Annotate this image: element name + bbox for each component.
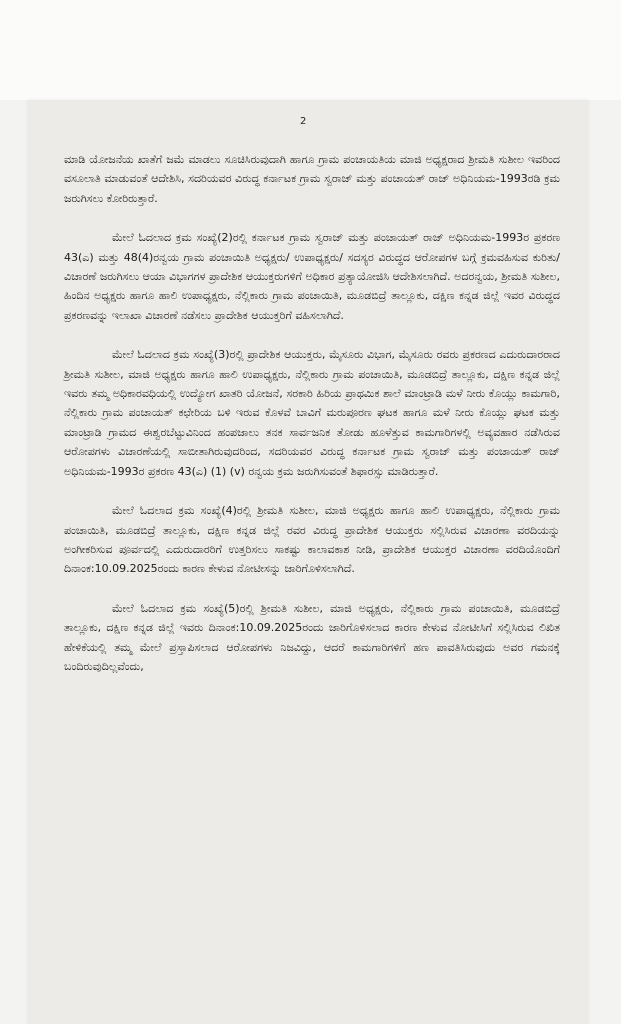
scan-background xyxy=(0,0,621,100)
page-number: 2 xyxy=(300,116,307,127)
paragraph-item-3: ಮೇಲೆ ಓದಲಾದ ಕ್ರಮ ಸಂಖ್ಯೆ(3)ರಲ್ಲಿ ಪ್ರಾದೇಶಿಕ ಆಯುಕ್ತರು, ಮೈಸೂರು ವಿಭಾಗ, ಮೈಸೂರು ರವರು ಪ್ರಕರಣದ ಎದುರುದಾರರಾದ ಶ್ರೀಮತಿ ಸುಶೀಲ, ಮಾಜಿ ಅಧ್ಯಕ್ಷರು ಹಾಗೂ ಹಾಲಿ ಉಪಾಧ್ಯಕ್ಷರು, ನೆಲ್ಲಿಕಾರು ಗ್ರಾಮ ಪಂಚಾಯಿತಿ, ಮೂಡಬಿದ್ರೆ ತಾಲ್ಲೂಕು, ದಕ್ಷಿಣ ಕನ್ನಡ ಜಿಲ್ಲೆ ಇವರು ತಮ್ಮ ಅಧಿಕಾರವಧಿಯಲ್ಲಿ ಉದ್ಯೋಗ ಖಾತರಿ ಯೋಜನೆ, ಸರಕಾರಿ ಹಿರಿಯ ಪ್ರಾಥಮಿಕ ಶಾಲೆ ಮಾಂಟ್ರಾಡಿ ಮಳೆ ನೀರು ಕೊಯ್ಲು ಕಾಮಗಾರಿ, ನೆಲ್ಲಿಕಾರು ಗ್ರಾಮ ಪಂಚಾಯತ್ ಕಛೇರಿಯ ಬಳಿ ಇರುವ ಕೊಳವೆ ಬಾವಿಗೆ ಮರುಪೂರಣ ಘಟಕ ಹಾಗೂ ಮಳೆ ನೀರು ಕೊಯ್ಲು ಘಟಕ ಮತ್ತು ಮಾಂಟ್ರಾಡಿ ಗ್ರಾಮದ ಈಶ್ವರಬೆಟ್ಟುವಿನಿಂದ ಹಂಪಜಾಲು ತನಕ ಸಾರ್ವಜನಿಕ ತೋಡು ಹೂಳೆತ್ತುವ ಕಾಮಗಾರಿಗಳಲ್ಲಿ ಅವ್ಯವಹಾರ ನಡೆಸಿರುವ ಆರೋಪಗಳು ವಿಚಾರಣೆಯಲ್ಲಿ ಸಾಬೀತಾಗಿರುವುದರಿಂದ, ಸದರಿಯವರ ವಿರುದ್ಧ ಕರ್ನಾಟಕ ಗ್ರಾಮ ಸ್ವರಾಜ್ ಮತ್ತು ಪಂಚಾಯತ್ ರಾಜ್ ಅಧಿನಿಯಮ-1993ರ ಪ್ರಕರಣ 43(ಎ) (1) (v) ರನ್ವಯ ಕ್ರಮ ಜರುಗಿಸುವಂತೆ ಶಿಫಾರಸ್ಸು ಮಾಡಿರುತ್ತಾರೆ. xyxy=(64,348,560,478)
paragraph-item-4: ಮೇಲೆ ಓದಲಾದ ಕ್ರಮ ಸಂಖ್ಯೆ(4)ರಲ್ಲಿ ಶ್ರೀಮತಿ ಸುಶೀಲ, ಮಾಜಿ ಅಧ್ಯಕ್ಷರು ಹಾಗೂ ಹಾಲಿ ಉಪಾಧ್ಯಕ್ಷರು, ನೆಲ್ಲಿಕಾರು ಗ್ರಾಮ ಪಂಚಾಯಿತಿ, ಮೂಡಬಿದ್ರೆ ತಾಲ್ಲೂಕು, ದಕ್ಷಿಣ ಕನ್ನಡ ಜಿಲ್ಲೆ ರವರ ವಿರುದ್ಧ ಪ್ರಾದೇಶಿಕ ಆಯುಕ್ತರು ಸಲ್ಲಿಸಿರುವ ವಿಚಾರಣಾ ವರದಿಯನ್ನು ಅಂಗೀಕರಿಸುವ ಪೂರ್ವದಲ್ಲಿ ಎದುರುದಾರರಿಗೆ ಉತ್ತರಿಸಲು ಸಾಕಷ್ಟು ಕಾಲಾವಕಾಶ ನೀಡಿ, ಪ್ರಾದೇಶಿಕ ಆಯುಕ್ತರ ವಿಚಾರಣಾ ವರದಿಯೊಂದಿಗೆ ದಿನಾಂಕ:10.09.2025ರಂದು ಕಾರಣ ಕೇಳುವ ನೋಟೀಸನ್ನು ಜಾರಿಗೊಳಿಸಲಾಗಿದೆ. xyxy=(64,504,560,576)
document-body xyxy=(64,150,560,696)
paragraph-continuation: ಮಾಡಿ ಯೋಜನೆಯ ಖಾತೆಗೆ ಜಮೆ ಮಾಡಲು ಸೂಚಿಸಿರುವುದಾಗಿ ಹಾಗೂ ಗ್ರಾಮ ಪಂಚಾಯತಿಯ ಮಾಜಿ ಅಧ್ಯಕ್ಷರಾದ ಶ್ರೀಮತಿ ಸುಶೀಲ ಇವರಿಂದ ವಸೂಲಾತಿ ಮಾಡುವಂತೆ ಆದೇಶಿಸಿ, ಸದರಿಯವರ ವಿರುದ್ಧ ಕರ್ನಾಟಕ ಗ್ರಾಮ ಸ್ವರಾಜ್ ಮತ್ತು ಪಂಚಾಯತ್ ರಾಜ್ ಅಧಿನಿಯಮ-1993ರಡಿ ಕ್ರಮ ಜರುಗಿಸಲು ಕೋರಿರುತ್ತಾರೆ. xyxy=(64,153,560,205)
paragraph-item-5: ಮೇಲೆ ಓದಲಾದ ಕ್ರಮ ಸಂಖ್ಯೆ(5)ರಲ್ಲಿ ಶ್ರೀಮತಿ ಸುಶೀಲ, ಮಾಜಿ ಅಧ್ಯಕ್ಷರು, ನೆಲ್ಲಿಕಾರು ಗ್ರಾಮ ಪಂಚಾಯಿತಿ, ಮೂಡಬಿದ್ರೆ ತಾಲ್ಲೂಕು, ದಕ್ಷಿಣ ಕನ್ನಡ ಜಿಲ್ಲೆ ಇವರು ದಿನಾಂಕ:10.09.2025ರಂದು ಜಾರಿಗೊಳಿಸಲಾದ ಕಾರಣ ಕೇಳುವ ನೋಟೀಸಿಗೆ ಸಲ್ಲಿಸಿರುವ ಲಿಖಿತ ಹೇಳಿಕೆಯಲ್ಲಿ ತಮ್ಮ ಮೇಲೆ ಪ್ರಸ್ತಾಪಿಸಲಾದ ಆರೋಪಗಳು ನಿಜವಿದ್ದು, ಆದರೆ ಕಾಮಗಾರಿಗಳಿಗೆ ಹಣ ಪಾವತಿಸಿರುವುದು ಅವರ ಗಮನಕ್ಕೆ ಬಂದಿರುವುದಿಲ್ಲವೆಂದು, xyxy=(64,601,560,673)
paragraph-item-2: ಮೇಲೆ ಓದಲಾದ ಕ್ರಮ ಸಂಖ್ಯೆ(2)ರಲ್ಲಿ ಕರ್ನಾಟಕ ಗ್ರಾಮ ಸ್ವರಾಜ್ ಮತ್ತು ಪಂಚಾಯತ್ ರಾಜ್ ಅಧಿನಿಯಮ-1993ರ ಪ್ರಕರಣ 43(ಎ) ಮತ್ತು 48(4)ರನ್ವಯ ಗ್ರಾಮ ಪಂಚಾಯಿತಿ ಅಧ್ಯಕ್ಷರು/ ಉಪಾಧ್ಯಕ್ಷರು/ ಸದಸ್ಯರ ವಿರುದ್ಧದ ಆರೋಪಗಳ ಬಗ್ಗೆ ಕ್ರಮವಹಿಸುವ ಕುರಿತು/ ವಿಚಾರಣೆ ಜರುಗಿಸಲು ಆಯಾ ವಿಭಾಗಗಳ ಪ್ರಾದೇಶಿಕ ಆಯುಕ್ತರುಗಳಿಗೆ ಅಧಿಕಾರ ಪ್ರತ್ಯಾಯೋಜಿಸಿ ಆದೇಶಿಸಲಾಗಿದೆ. ಅದರನ್ವಯ, ಶ್ರೀಮತಿ ಸುಶೀಲ, ಹಿಂದಿನ ಅಧ್ಯಕ್ಷರು ಹಾಗೂ ಹಾಲಿ ಉಪಾಧ್ಯಕ್ಷರು, ನೆಲ್ಲಿಕಾರು ಗ್ರಾಮ ಪಂಚಾಯಿತಿ, ಮೂಡಬಿದ್ರೆ ತಾಲ್ಲೂಕು, ದಕ್ಷಿಣ ಕನ್ನಡ ಜಿಲ್ಲೆ ಇವರ ವಿರುದ್ಧದ ಪ್ರಕರಣವನ್ನು ಇಲಾಖಾ ವಿಚಾರಣೆ ನಡೆಸಲು ಪ್ರಾದೇಶಿಕ ಆಯುಕ್ತರಿಗೆ ವಹಿಸಲಾಗಿದೆ. xyxy=(64,231,560,322)
